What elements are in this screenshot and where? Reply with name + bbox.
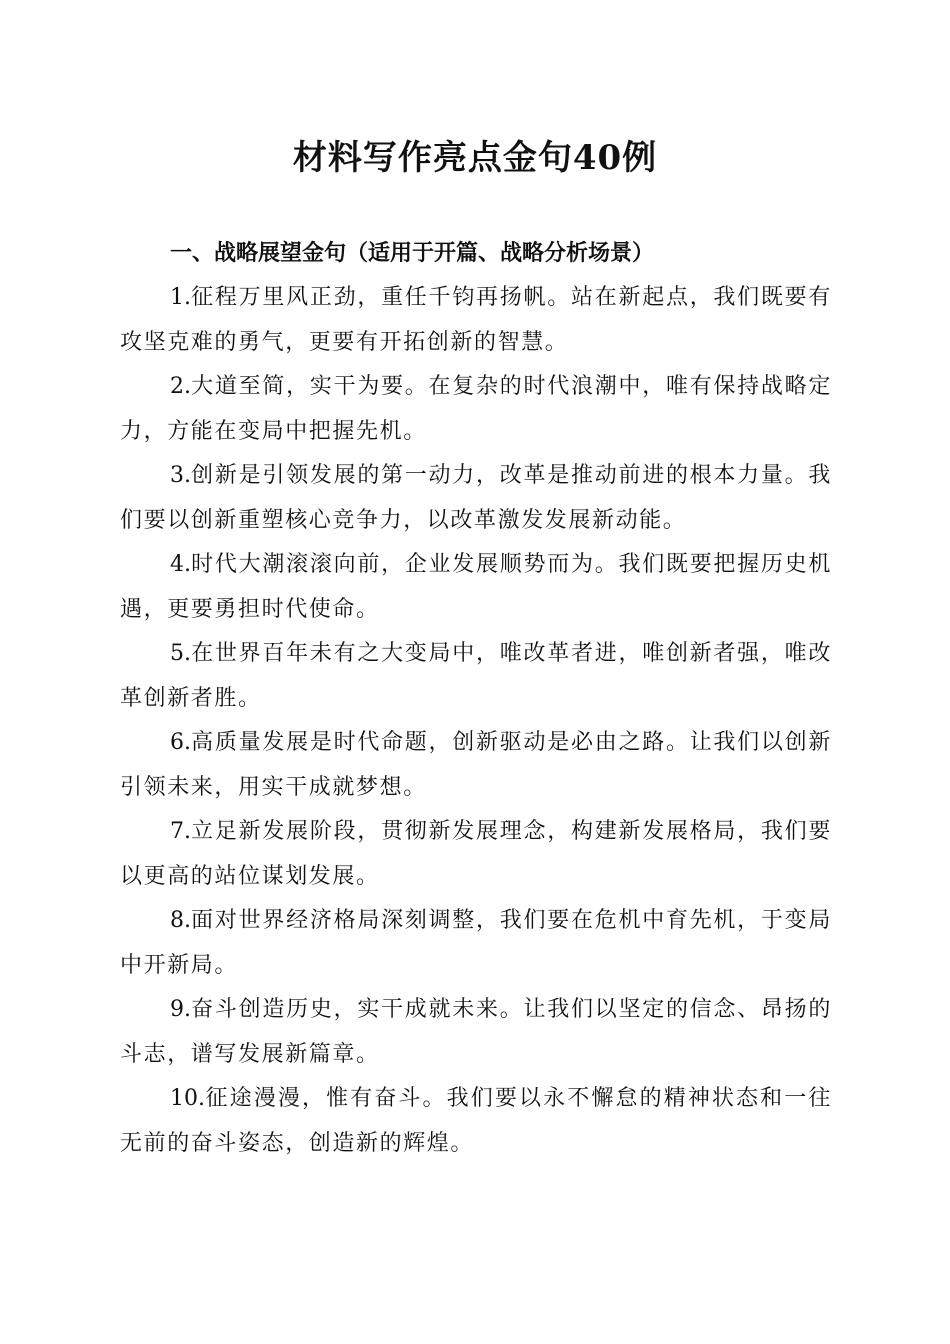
- item-text: 高质量发展是时代命题，创新驱动是必由之路。让我们以创新引领未来，用实干成就梦想。: [120, 730, 832, 800]
- list-item-7: [120, 810, 832, 899]
- list-item-6: [120, 721, 832, 810]
- item-text: 在世界百年未有之大变局中，唯改革者进，唯创新者强，唯改革创新者胜。: [120, 641, 832, 711]
- item-number: 4.: [170, 552, 191, 577]
- item-text: 创新是引领发展的第一动力，改革是推动前进的根本力量。我们要以创新重塑核心竞争力，以改革激发发展新动能。: [120, 463, 832, 533]
- list-item-10: [120, 1077, 832, 1166]
- item-text: 时代大潮滚滚向前，企业发展顺势而为。我们既要把握历史机遇，更要勇担时代使命。: [120, 552, 832, 622]
- item-text: 立足新发展阶段，贯彻新发展理念，构建新发展格局，我们要以更高的站位谋划发展。: [120, 819, 832, 889]
- item-number: 2.: [170, 374, 191, 399]
- item-number: 5.: [170, 641, 191, 666]
- document-body: [120, 232, 832, 1166]
- item-text: 大道至简，实干为要。在复杂的时代浪潮中，唯有保持战略定力，方能在变局中把握先机。: [120, 374, 832, 444]
- list-item-1: [120, 276, 832, 365]
- item-number: 7.: [170, 819, 191, 844]
- list-item-4: [120, 543, 832, 632]
- list-item-3: [120, 454, 832, 543]
- section-heading: 一、战略展望金句（适用于开篇、战略分析场景）: [170, 241, 655, 266]
- item-number: 10.: [170, 1086, 205, 1111]
- item-number: 1.: [170, 285, 191, 310]
- list-item-9: [120, 988, 832, 1077]
- list-item-2: [120, 365, 832, 454]
- item-text: 征程万里风正劲，重任千钧再扬帆。站在新起点，我们既要有攻坚克难的勇气，更要有开拓创新的智慧。: [120, 285, 832, 355]
- item-text: 面对世界经济格局深刻调整，我们要在危机中育先机，于变局中开新局。: [120, 908, 832, 978]
- list-item-8: [120, 899, 832, 988]
- item-number: 6.: [170, 730, 191, 755]
- list-item-5: [120, 632, 832, 721]
- item-text: 奋斗创造历史，实干成就未来。让我们以坚定的信念、昂扬的斗志，谱写发展新篇章。: [120, 997, 832, 1067]
- item-number: 8.: [170, 908, 191, 933]
- item-number: 9.: [170, 997, 191, 1022]
- item-text: 征途漫漫，惟有奋斗。我们要以永不懈怠的精神状态和一往无前的奋斗姿态，创造新的辉煌。: [120, 1086, 832, 1156]
- document-title: 材料写作亮点金句40例: [292, 138, 658, 178]
- item-number: 3.: [170, 463, 191, 488]
